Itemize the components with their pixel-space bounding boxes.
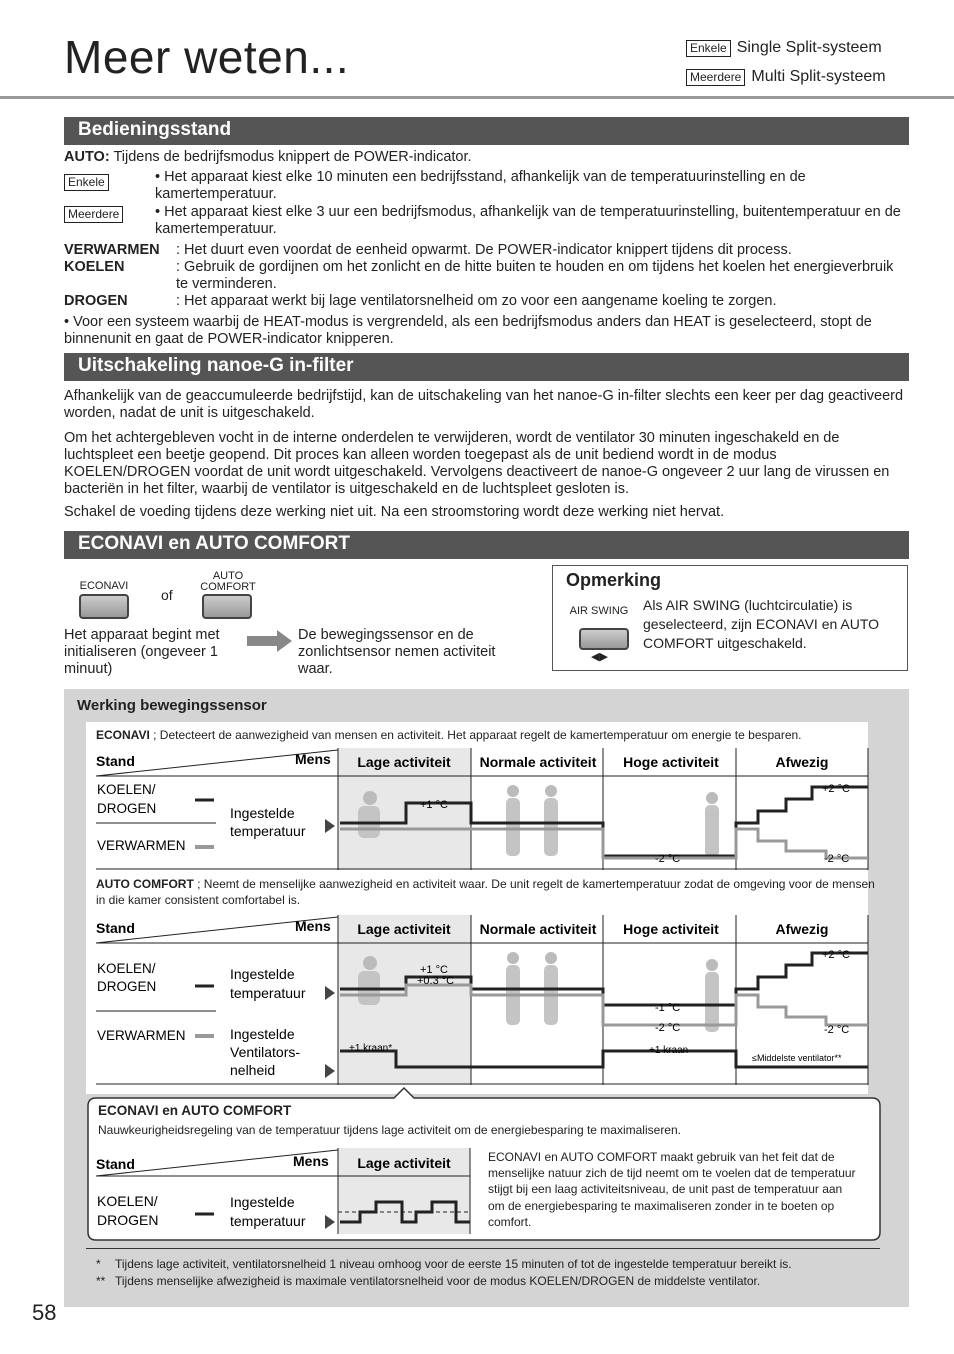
- auto-comfort-btn-label-2: COMFORT: [200, 581, 256, 593]
- ac-plus2: +2 °C: [822, 949, 850, 961]
- combo-col-lage: Lage activiteit: [357, 1155, 451, 1171]
- col-afwezig-2: Afwezig: [775, 921, 829, 937]
- step-initialise: Het apparaat begint met initialiseren (ongeveer 1 minuut): [64, 627, 220, 677]
- meerdere-legend-text: Multi Split-systeem: [751, 68, 886, 85]
- verwarmen-row-label-2: VERWARMEN: [97, 1028, 186, 1043]
- person-walking-icon-2: [705, 959, 719, 1032]
- col-normaal-2: Normale activiteit: [479, 921, 597, 937]
- air-swing-button[interactable]: [579, 628, 629, 650]
- enkele-tag: Enkele: [686, 40, 731, 57]
- person-standing-icon: [506, 785, 558, 856]
- footnote-2: Tijdens menselijke afwezigheid is maximale ventilatorsnelheid voor de modus KOELEN/DROGEN de middelste ventilator.: [115, 1274, 761, 1288]
- koelen-row-label-2: KOELEN/: [97, 961, 156, 976]
- econavi-chart: [86, 746, 870, 872]
- ac-min2-hoge: -2 °C: [655, 1022, 681, 1034]
- ac-min1: -1 °C: [655, 1002, 681, 1014]
- combo-text: ECONAVI en AUTO COMFORT maakt gebruik van het feit dat de menselijke natuur zich de tijd neemt om te voelen dat de temperatuur stijgt bij een laag activiteitsniveau, de unit past de temperatuur aan om de energiebesparing te maximaliseren zonder in te boeten op comfort.: [488, 1150, 856, 1229]
- drogen-row-label: DROGEN: [97, 801, 157, 816]
- combo-col-stand: Stand: [96, 1156, 135, 1172]
- econavi-plus1: +1 °C: [420, 799, 448, 811]
- ac-plus03: +0.3 °C: [417, 975, 455, 987]
- econavi-desc-label: ECONAVI: [96, 728, 150, 742]
- kraan-lage: +1 kraan*: [349, 1043, 393, 1054]
- legend-meerdere: [686, 68, 886, 86]
- enkele-legend-text: Single Split-systeem: [736, 39, 882, 56]
- or-text: of: [161, 587, 173, 603]
- ingestelde-label-3: Ingestelde: [230, 1026, 295, 1042]
- auto-comfort-btn-label-1: AUTO: [212, 570, 244, 582]
- nanoe-p2: Om het achtergebleven vocht in de interne onderdelen te verwijderen, wordt de ventilator 30 minuten ingeschakeld en de luchtspleet een beetje geopend. Dit proces kan alleen worden toegepast als de unit bediend wordt in de modus KOELEN/DROGEN voordat de unit wordt uitgeschakeld. Vervolgens deactiveert de nanoe-G ongeveer 2 uur lang de virussen en bacteriën in het filter, waarbij de ventilator is uitgeschakeld en de luchtspleet gesloten is.: [64, 430, 890, 497]
- koelen-row-label: KOELEN/: [97, 782, 156, 797]
- sensor-heading: Werking bewegingssensor: [77, 697, 267, 714]
- econavi-button[interactable]: [79, 594, 129, 619]
- temperatuur-label: temperatuur: [230, 823, 306, 839]
- ac-desc-label: AUTO COMFORT: [96, 877, 194, 891]
- meerdere-bullet: • Het apparaat kiest elke 3 uur een bedrijfsmodus, afhankelijk van de temperatuurinstelling, buitentemperatuur en de kamertemperatuur.: [155, 204, 901, 237]
- auto-text: Tijdens de bedrijfsmodus knippert de POWER-indicator.: [113, 149, 472, 165]
- swing-arrows-icon: ◀▶: [591, 651, 608, 663]
- auto-line: [64, 149, 472, 166]
- combo-col-mens: Mens: [293, 1153, 329, 1169]
- econavi-min2-afwezig: -2 °C: [824, 853, 850, 865]
- koelen-text: : Gebruik de gordijnen om het zonlicht en de hitte buiten te houden en om tijdens het koelen het energieverbruik te verminderen.: [176, 259, 894, 292]
- note-box: [552, 565, 908, 671]
- combo-title: ECONAVI en AUTO COMFORT: [98, 1103, 292, 1118]
- econavi-desc-line: [96, 728, 876, 743]
- person-walking-icon: [705, 792, 719, 857]
- middelste-ventilator: ≤Middelste ventilator**: [752, 1053, 842, 1063]
- combo-marker-icon: [325, 1215, 335, 1229]
- econavi-desc: ; Detecteert de aanwezigheid van mensen en activiteit. Het apparaat regelt de kamertemperatuur om energie te besparen.: [153, 728, 802, 742]
- col-mens-2: Mens: [295, 918, 331, 934]
- nanoe-p3: Schakel de voeding tijdens deze werking niet uit. Na een stroomstoring wordt deze werking niet hervat.: [64, 504, 725, 520]
- section-heading-bedieningsstand: Bedieningsstand: [64, 117, 909, 145]
- drogen-text: : Het apparaat werkt bij lage ventilatorsnelheid om zo voor een aangename koeling te zorgen.: [176, 293, 777, 309]
- heat-note: • Voor een systeem waarbij de HEAT-modus is vergrendeld, als een bedrijfsmodus anders dan HEAT is geselecteerd, stopt de binnenunit en gaat de POWER-indicator knipperen.: [64, 314, 872, 347]
- footnote-1-mark: *: [96, 1257, 101, 1271]
- footnote-rule: [86, 1248, 880, 1249]
- col-afwezig: Afwezig: [775, 754, 829, 770]
- col-normaal: Normale activiteit: [479, 754, 597, 770]
- enkele-bullet: • Het apparaat kiest elke 10 minuten een bedrijfsstand, afhankelijk van de temperatuurinstelling en de kamertemperatuur.: [155, 169, 806, 202]
- ventilators-label: Ventilators-: [230, 1044, 301, 1060]
- auto-comfort-chart: [86, 913, 870, 1087]
- nanoe-p1: Afhankelijk van de geaccumuleerde bedrijfstijd, kan de uitschakeling van het nanoe-G in-filter slechts een keer per dag geactiveerd worden, nadat de unit is uitgeschakeld.: [64, 388, 904, 421]
- set-temp-marker-icon: [325, 819, 335, 833]
- section-heading-econavi: ECONAVI en AUTO COMFORT: [64, 531, 909, 559]
- combo-desc: Nauwkeurigheidsregeling van de temperatuur tijdens lage activiteit om de energiebesparing te maximaliseren.: [98, 1123, 681, 1137]
- ingestelde-label: Ingestelde: [230, 805, 295, 821]
- section-heading-nanoe: Uitschakeling nanoe-G in-filter: [64, 353, 909, 381]
- col-mens: Mens: [295, 751, 331, 767]
- enkele-tag-inline: Enkele: [64, 174, 109, 191]
- econavi-min2-hoge: -2 °C: [655, 853, 681, 865]
- meerdere-tag: Meerdere: [686, 69, 745, 86]
- col-hoge-2: Hoge activiteit: [623, 921, 719, 937]
- col-hoge: Hoge activiteit: [623, 754, 719, 770]
- koelen-label: KOELEN: [64, 259, 125, 275]
- ingestelde-label-2: Ingestelde: [230, 966, 295, 982]
- meerdere-tag-inline: Meerdere: [64, 206, 123, 223]
- lage-highlight-2: [338, 915, 471, 1085]
- combo-drogen: DROGEN: [97, 1212, 159, 1228]
- nelheid-label: nelheid: [230, 1062, 276, 1078]
- temperatuur-label-2: temperatuur: [230, 985, 306, 1001]
- col-stand-2: Stand: [96, 920, 135, 936]
- econavi-btn-label: ECONAVI: [79, 580, 129, 592]
- drogen-row-label-2: DROGEN: [97, 979, 157, 994]
- page-number: 58: [32, 1300, 57, 1325]
- step-sensor: De bewegingssensor en de zonlichtsensor nemen activiteit waar.: [298, 627, 496, 677]
- kraan-hoge: +1 kraan: [649, 1045, 689, 1056]
- note-text: Als AIR SWING (luchtcirculatie) is geselecteerd, zijn ECONAVI en AUTO COMFORT uitgeschakeld.: [643, 597, 880, 651]
- auto-label: AUTO:: [64, 149, 110, 165]
- ac-desc-line: [96, 876, 876, 908]
- ac-min2-afwezig: -2 °C: [824, 1024, 850, 1036]
- fan-marker-icon: [325, 1064, 335, 1078]
- footnote-2-mark: **: [96, 1274, 106, 1288]
- col-lage-2: Lage activiteit: [357, 921, 451, 937]
- legend-enkele: [686, 39, 882, 57]
- col-lage: Lage activiteit: [357, 754, 451, 770]
- auto-comfort-button[interactable]: [202, 594, 252, 619]
- footnote-1: Tijdens lage activiteit, ventilatorsnelheid 1 niveau omhoog voor de eerste 15 minuten of tot de ingestelde temperatuur bereikt is.: [115, 1257, 792, 1271]
- ac-desc: ; Neemt de menselijke aanwezigheid en activiteit waar. De unit regelt de kamertemperatuur zodat de omgeving voor de mensen in die kamer consistent comfortabel is.: [96, 877, 875, 907]
- col-stand: Stand: [96, 753, 135, 769]
- combo-temperatuur: temperatuur: [230, 1213, 306, 1229]
- set-temp-marker-icon-2: [325, 986, 335, 1000]
- econavi-plus2: +2 °C: [822, 783, 850, 795]
- combo-koelen: KOELEN/: [97, 1193, 158, 1209]
- combo-chart: [86, 1146, 476, 1236]
- header-divider: [0, 96, 954, 99]
- page-title: Meer weten...: [64, 31, 350, 83]
- ac-plus1: +1 °C: [420, 964, 448, 976]
- drogen-label: DROGEN: [64, 293, 128, 309]
- verwarmen-row-label: VERWARMEN: [97, 838, 186, 853]
- note-title: Opmerking: [566, 570, 662, 590]
- verwarmen-text: : Het duurt even voordat de eenheid opwarmt. De POWER-indicator knippert tijdens dit process.: [176, 242, 792, 258]
- air-swing-label: AIR SWING: [569, 605, 629, 617]
- arrow-right-icon: [247, 630, 293, 652]
- combo-ingestelde: Ingestelde: [230, 1194, 295, 1210]
- verwarmen-label: VERWARMEN: [64, 242, 160, 258]
